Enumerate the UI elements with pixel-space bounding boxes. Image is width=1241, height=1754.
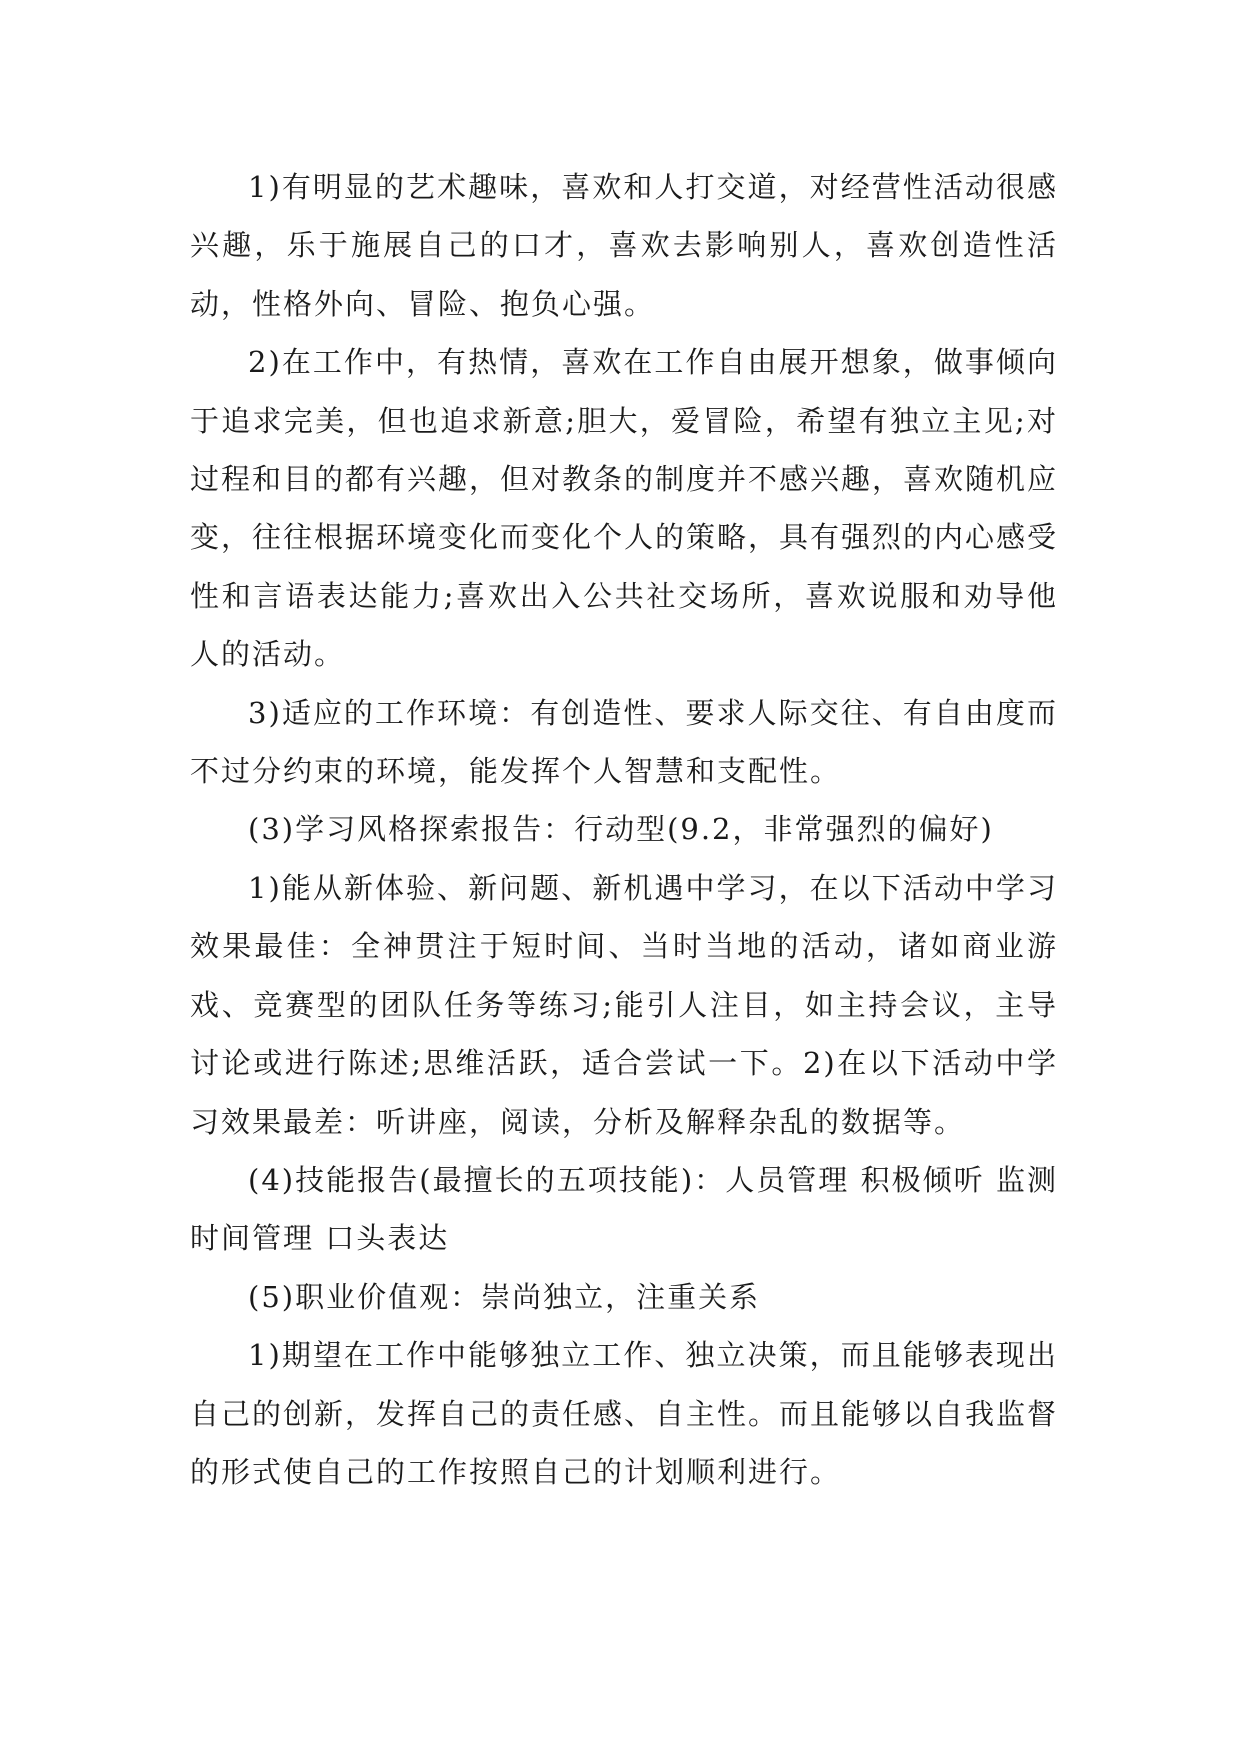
paragraph-work-attitude: 2)在工作中，有热情，喜欢在工作自由展开想象，做事倾向于追求完美，但也追求新意;胆大，爱冒险，希望有独立主见;对过程和目的都有兴趣，但对教条的制度并不感兴趣，喜欢随机应变，往往根据环境变化而变化个人的策略，具有强烈的内心感受性和言语表达能力;喜欢出入公共社交场所，喜欢说服和劝导他人的活动。: [190, 345, 1059, 672]
document-body: [190, 158, 1058, 1501]
heading-skills-report: (4)技能报告(最擅长的五项技能)：人员管理 积极倾听 监测 时间管理 口头表达: [190, 1162, 1058, 1256]
paragraph-independence: 1)期望在工作中能够独立工作、独立决策，而且能够表现出自己的创新，发挥自己的责任感、自主性。而且能够以自我监督的形式使自己的工作按照自己的计划顺利进行。: [190, 1338, 1059, 1489]
paragraph-work-environment: 3)适应的工作环境：有创造性、要求人际交往、有自由度而不过分约束的环境，能发挥个人智慧和支配性。: [190, 695, 1058, 789]
paragraph-artistic-interest: 1)有明显的艺术趣味，喜欢和人打交道，对经营性活动很感兴趣，乐于施展自己的口才，喜欢去影响别人，喜欢创造性活动，性格外向、冒险、抱负心强。: [190, 170, 1058, 321]
heading-learning-style: (3)学习风格探索报告：行动型(9.2，非常强烈的偏好): [248, 812, 994, 847]
paragraph-learning-effects: 1)能从新体验、新问题、新机遇中学习，在以下活动中学习效果最佳：全神贯注于短时间、当时当地的活动，诸如商业游戏、竞赛型的团队任务等练习;能引人注目，如主持会议，主导讨论或进行陈述;思维活跃，适合尝试一下。2)在以下活动中学习效果最差：听讲座，阅读，分析及解释杂乱的数据等。: [190, 870, 1058, 1139]
heading-career-values: (5)职业价值观：崇尚独立，注重关系: [248, 1279, 761, 1314]
